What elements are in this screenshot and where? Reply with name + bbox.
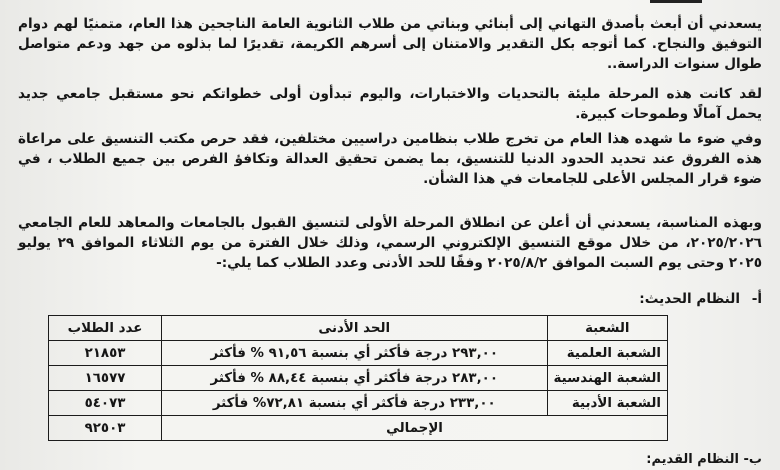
table-row — [49, 366, 668, 391]
header-count: عدد الطلاب — [49, 316, 162, 341]
cell-minimum: ٢٨٣,٠٠ درجة فأكثر أي بنسبة ٨٨,٤٤ % فأكثر — [162, 366, 548, 391]
paragraph-coordination: وفي ضوء ما شهده هذا العام من تخرج طلاب بنظامين دراسيين مختلفين، فقد حرص مكتب التنسيق على مراعاة هذه الفروق عند تحديد الحدود الدنيا للتنسيق، بما يضمن تحقيق العدالة وتكافؤ الفرص بين جميع الطلاب ، في ضوء قرار المجلس الأعلى للجامعات في هذا الشأن. — [18, 131, 762, 187]
header-minimum: الحد الأدنى — [162, 316, 548, 341]
header-branch: الشعبة — [547, 316, 667, 341]
table-total-row — [49, 416, 668, 441]
cell-minimum: ٢٣٣,٠٠ درجة فأكثر أي بنسبة ٧٢,٨١% فأكثر — [162, 391, 548, 416]
section-title: النظام الحديث: — [639, 291, 740, 307]
cell-branch: الشعبة العلمية — [547, 341, 667, 366]
cell-branch: الشعبة الأدبية — [547, 391, 667, 416]
cell-count: ١٦٥٧٧ — [49, 366, 162, 391]
paragraph-challenges: لقد كانت هذه المرحلة مليئة بالتحديات والاختبارات، واليوم تبدأون أولى خطواتكم نحو مستقبل جامعي جديد يحمل آمالًا وطموحات كبيرة. — [18, 86, 762, 122]
table-row — [49, 391, 668, 416]
top-rule — [650, 0, 702, 3]
cell-branch: الشعبة الهندسية — [547, 366, 667, 391]
section-letter: أ- — [751, 291, 762, 307]
next-section-title: ب- النظام القديم: — [646, 452, 762, 467]
cell-total-count: ٩٢٥٠٣ — [49, 416, 162, 441]
paragraph-congratulations: يسعدني أن أبعث بأصدق التهاني إلى أبنائي وبناتي من طلاب الثانوية العامة الناجحين هذا العام، متمنيًا لهم دوام التوفيق والنجاح. كما أتوجه بكل التقدير والامتنان إلى أسرهم الكريمة، تقديرًا لما بذلوه من جهد ودعم متواصل طوال سنوات الدراسة.. — [18, 16, 762, 72]
cell-minimum: ٢٩٣,٠٠ درجة فأكثر أي بنسبة ٩١,٥٦ % فأكثر — [162, 341, 548, 366]
table-row — [49, 341, 668, 366]
admission-table — [48, 315, 668, 441]
cell-total-label: الإجمالي — [162, 416, 668, 441]
cell-count: ٥٤٠٧٣ — [49, 391, 162, 416]
table-header-row — [49, 316, 668, 341]
paragraph-announcement: وبهذه المناسبة، يسعدني أن أعلن عن انطلاق المرحلة الأولى لتنسيق القبول بالجامعات والمعاهد للعام الجامعي ٢٠٢٥/٢٠٢٦، من خلال موقع التنسيق الإلكتروني الرسمي، وذلك خلال الفترة من يوم الثلاثاء الموافق ٢٩ يوليو ٢٠٢٥ وحتى يوم السبت الموافق ٢٠٢٥/٨/٢ وفقًا للحد الأدنى وعدد الطلاب كما يلي:- — [18, 215, 762, 271]
cell-count: ٢١٨٥٣ — [49, 341, 162, 366]
